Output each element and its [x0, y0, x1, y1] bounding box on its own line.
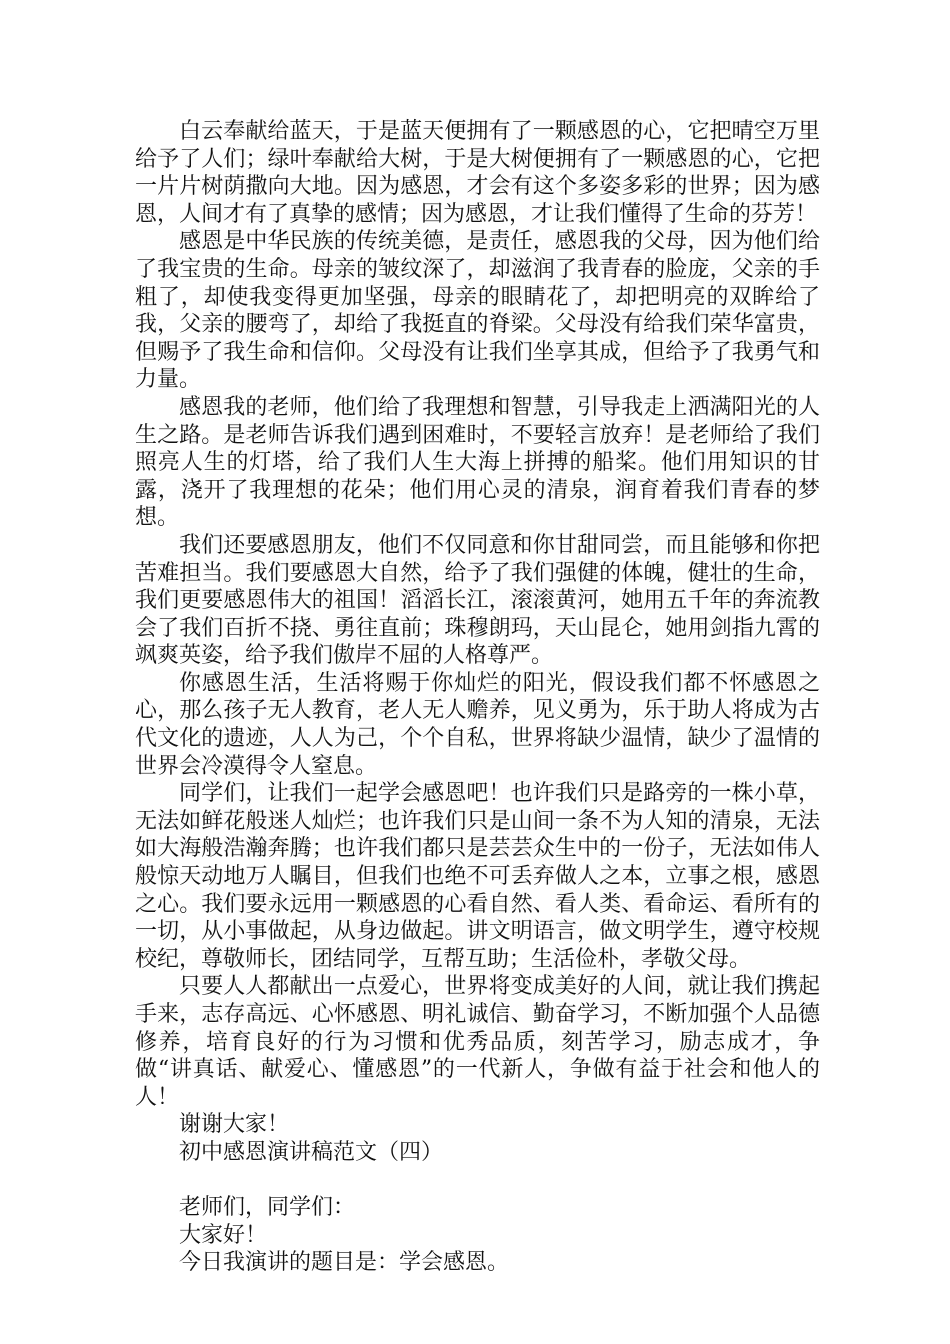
speech-body	[135, 118, 820, 1139]
next-speech-opening	[135, 1194, 820, 1277]
salutation-line: 老师们，同学们：	[179, 1195, 356, 1221]
topic-line: 今日我演讲的题目是：学会感恩。	[179, 1250, 510, 1276]
paragraph-gratitude-life: 你感恩生活，生活将赐于你灿烂的阳光，假设我们都不怀感恩之心，那么孩子无人教育，老人无人赡养，见义勇为，乐于助人将成为古代文化的遗迹，人人为己，个个自私，世界将缺少温情，缺少了温情的世界会冷漠得令人窒息。	[135, 670, 820, 779]
blank-line	[135, 1167, 820, 1195]
paragraph-gratitude-parents: 感恩是中华民族的传统美德，是责任，感恩我的父母，因为他们给了我宝贵的生命。母亲的皱纹深了，却滋润了我青春的脸庞，父亲的手粗了，却使我变得更加坚强，母亲的眼睛花了，却把明亮的双眸给了我，父亲的腰弯了，却给了我挺直的脊梁。父母没有给我们荣华富贵，但赐予了我生命和信仰。父母没有让我们坐享其成，但给予了我勇气和力量。	[135, 229, 820, 393]
paragraph-call-to-classmates: 同学们，让我们一起学会感恩吧！也许我们只是路旁的一株小草，无法如鲜花般迷人灿烂；也许我们只是山间一条不为人知的清泉，无法如大海般浩瀚奔腾；也许我们都只是芸芸众生中的一份子，无法如伟人般惊天动地万人瞩目，但我们也绝不可丢弃做人之本，立事之根，感恩之心。我们要永远用一颗感恩的心看自然、看人类、看命运、看所有的一切，从小事做起，从身边做起。讲文明语言，做文明学生，遵守校规校纪，尊敬师长，团结同学，互帮互助；生活俭朴，孝敬父母。	[135, 781, 820, 972]
paragraph-closing-appeal: 只要人人都献出一点爱心，世界将变成美好的人间，就让我们携起手来，志存高远、心怀感恩、明礼诚信、勤奋学习，不断加强个人品德修养，培育良好的行为习惯和优秀品质，刻苦学习，励志成才，争做“讲真话、献爱心、懂感恩”的一代新人，争做有益于社会和他人的人！	[135, 974, 820, 1110]
thanks-line: 谢谢大家！	[179, 1112, 290, 1138]
paragraph-gratitude-teachers: 感恩我的老师，他们给了我理想和智慧，引导我走上洒满阳光的人生之路。是老师告诉我们遇到困难时，不要轻言放弃！是老师给了我们照亮人生的灯塔，给了我们人生大海上拼搏的船桨。他们用知识的甘露，浇开了我理想的花朵；他们用心灵的清泉，润育着我们青春的梦想。	[135, 394, 820, 531]
greeting-line: 大家好！	[179, 1222, 268, 1248]
paragraph-gratitude-friends-country: 我们还要感恩朋友，他们不仅同意和你甘甜同尝，而且能够和你把苦难担当。我们要感恩大自然，给予了我们强健的体魄，健壮的生命，我们更要感恩伟大的祖国！滔滔长江，滚滚黄河，她用五千年的奔流教会了我们百折不挠、勇往直前；珠穆朗玛，天山昆仑，她用剑指九霄的飒爽英姿，给予我们傲岸不屈的人格尊严。	[135, 532, 820, 669]
section-title: 初中感恩演讲稿范文（四）	[179, 1139, 444, 1165]
paragraph-gratitude-nature: 白云奉献给蓝天，于是蓝天便拥有了一颗感恩的心，它把晴空万里给予了人们；绿叶奉献给大树，于是大树便拥有了一颗感恩的心，它把一片片树荫撒向大地。因为感恩，才会有这个多姿多彩的世界；因为感恩，人间才有了真挚的感情；因为感恩，才让我们懂得了生命的芬芳！	[135, 119, 820, 227]
